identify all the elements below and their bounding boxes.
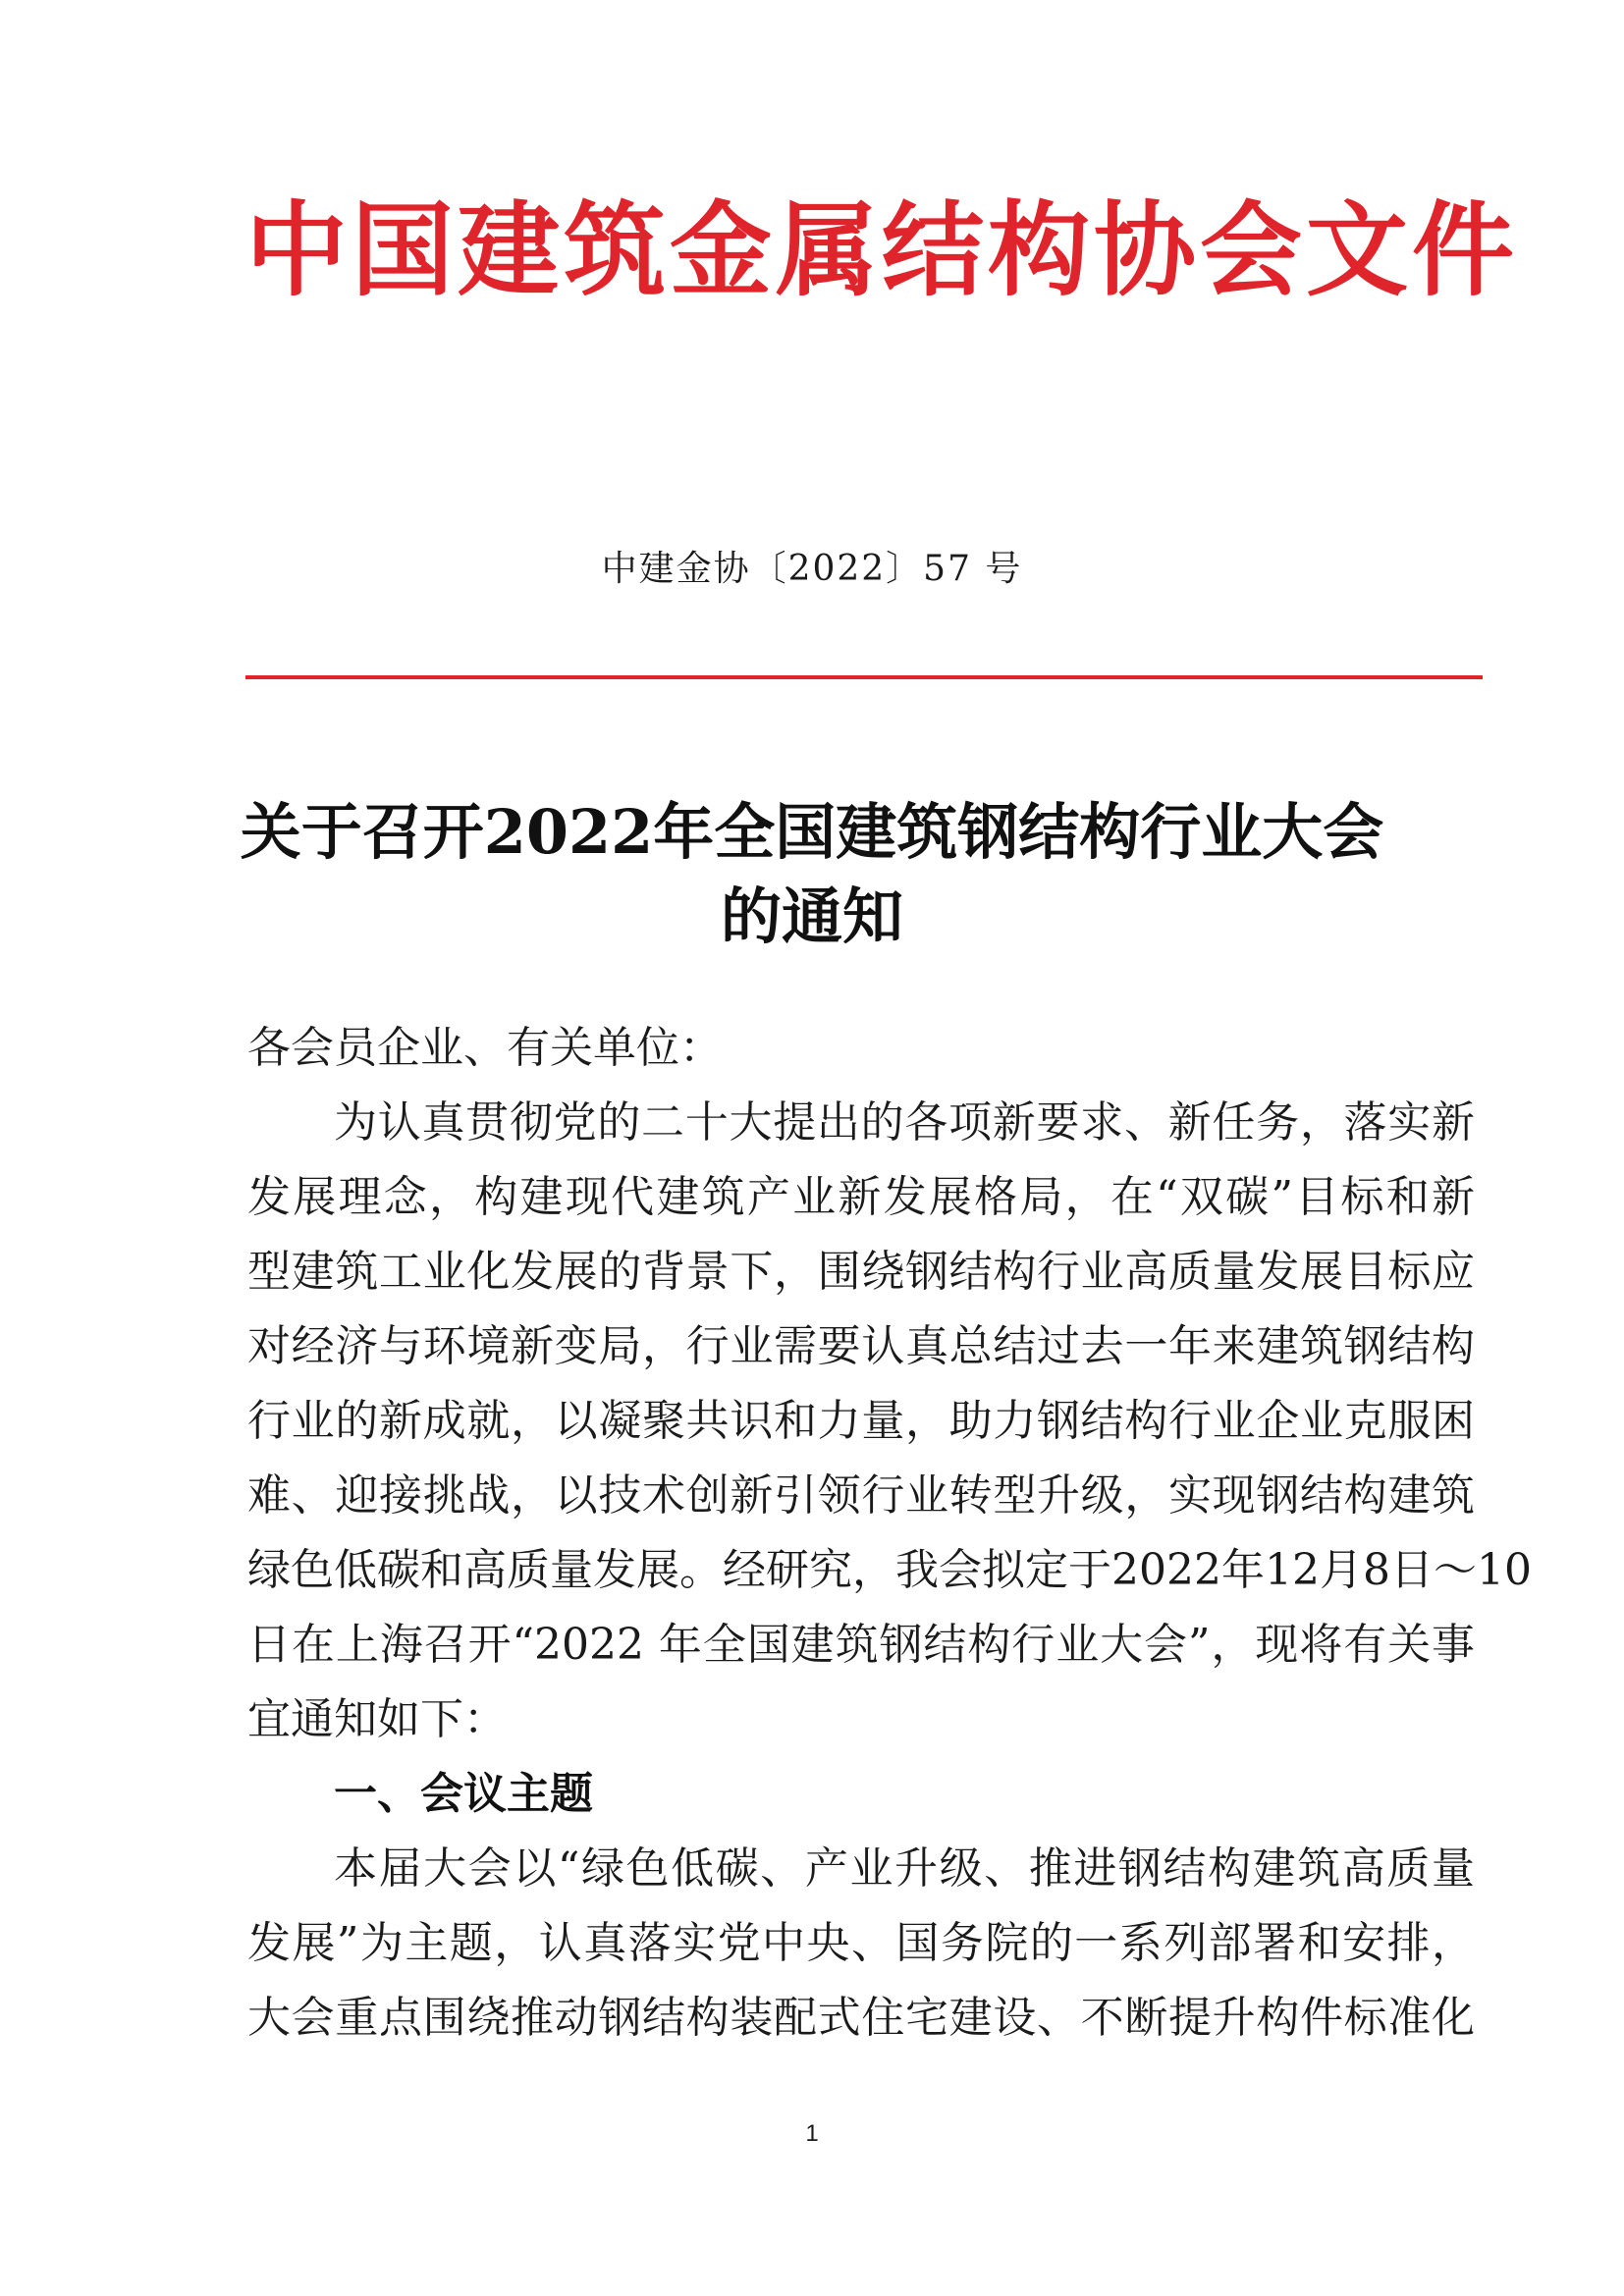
body-line: 型建筑工业化发展的背景下，围绕钢结构行业高质量发展目标应: [247, 1247, 1475, 1297]
body-line: 宜通知如下：: [247, 1694, 507, 1744]
organization-title: 中国建筑金属结构协会文件: [245, 189, 1519, 310]
body-line: 本届大会以“绿色低碳、产业升级、推进钢结构建筑高质量: [334, 1843, 1475, 1894]
body-line: 发展”为主题，认真落实党中央、国务院的一系列部署和安排，: [247, 1918, 1475, 1968]
document-number: 中建金协〔2022〕57 号: [601, 549, 1023, 589]
document-title-line-2: 的通知: [720, 881, 903, 952]
body-line: 大会重点围绕推动钢结构装配式住宅建设、不断提升构件标准化: [247, 1993, 1475, 2043]
body-line: 发展理念，构建现代建筑产业新发展格局，在“双碳”目标和新: [247, 1172, 1475, 1222]
body-line: 行业的新成就，以凝聚共识和力量，助力钢结构行业企业克服困: [247, 1396, 1475, 1446]
red-divider-line: [245, 675, 1483, 679]
body-line: 为认真贯彻党的二十大提出的各项新要求、新任务，落实新: [334, 1097, 1475, 1148]
body-line: 绿色低碳和高质量发展。经研究，我会拟定于2022年12月8日～10: [247, 1545, 1532, 1595]
document-title-line-1: 关于召开2022年全国建筑钢结构行业大会: [240, 796, 1384, 868]
salutation: 各会员企业、有关单位：: [247, 1023, 723, 1073]
body-line: 对经济与环境新变局，行业需要认真总结过去一年来建筑钢结构: [247, 1321, 1475, 1371]
body-line: 日在上海召开“2022 年全国建筑钢结构行业大会”，现将有关事: [247, 1620, 1475, 1670]
page-number: 1: [805, 2120, 819, 2147]
section-heading: 一、会议主题: [334, 1769, 593, 1819]
body-line: 难、迎接挑战，以技术创新引领行业转型升级，实现钢结构建筑: [247, 1470, 1475, 1521]
